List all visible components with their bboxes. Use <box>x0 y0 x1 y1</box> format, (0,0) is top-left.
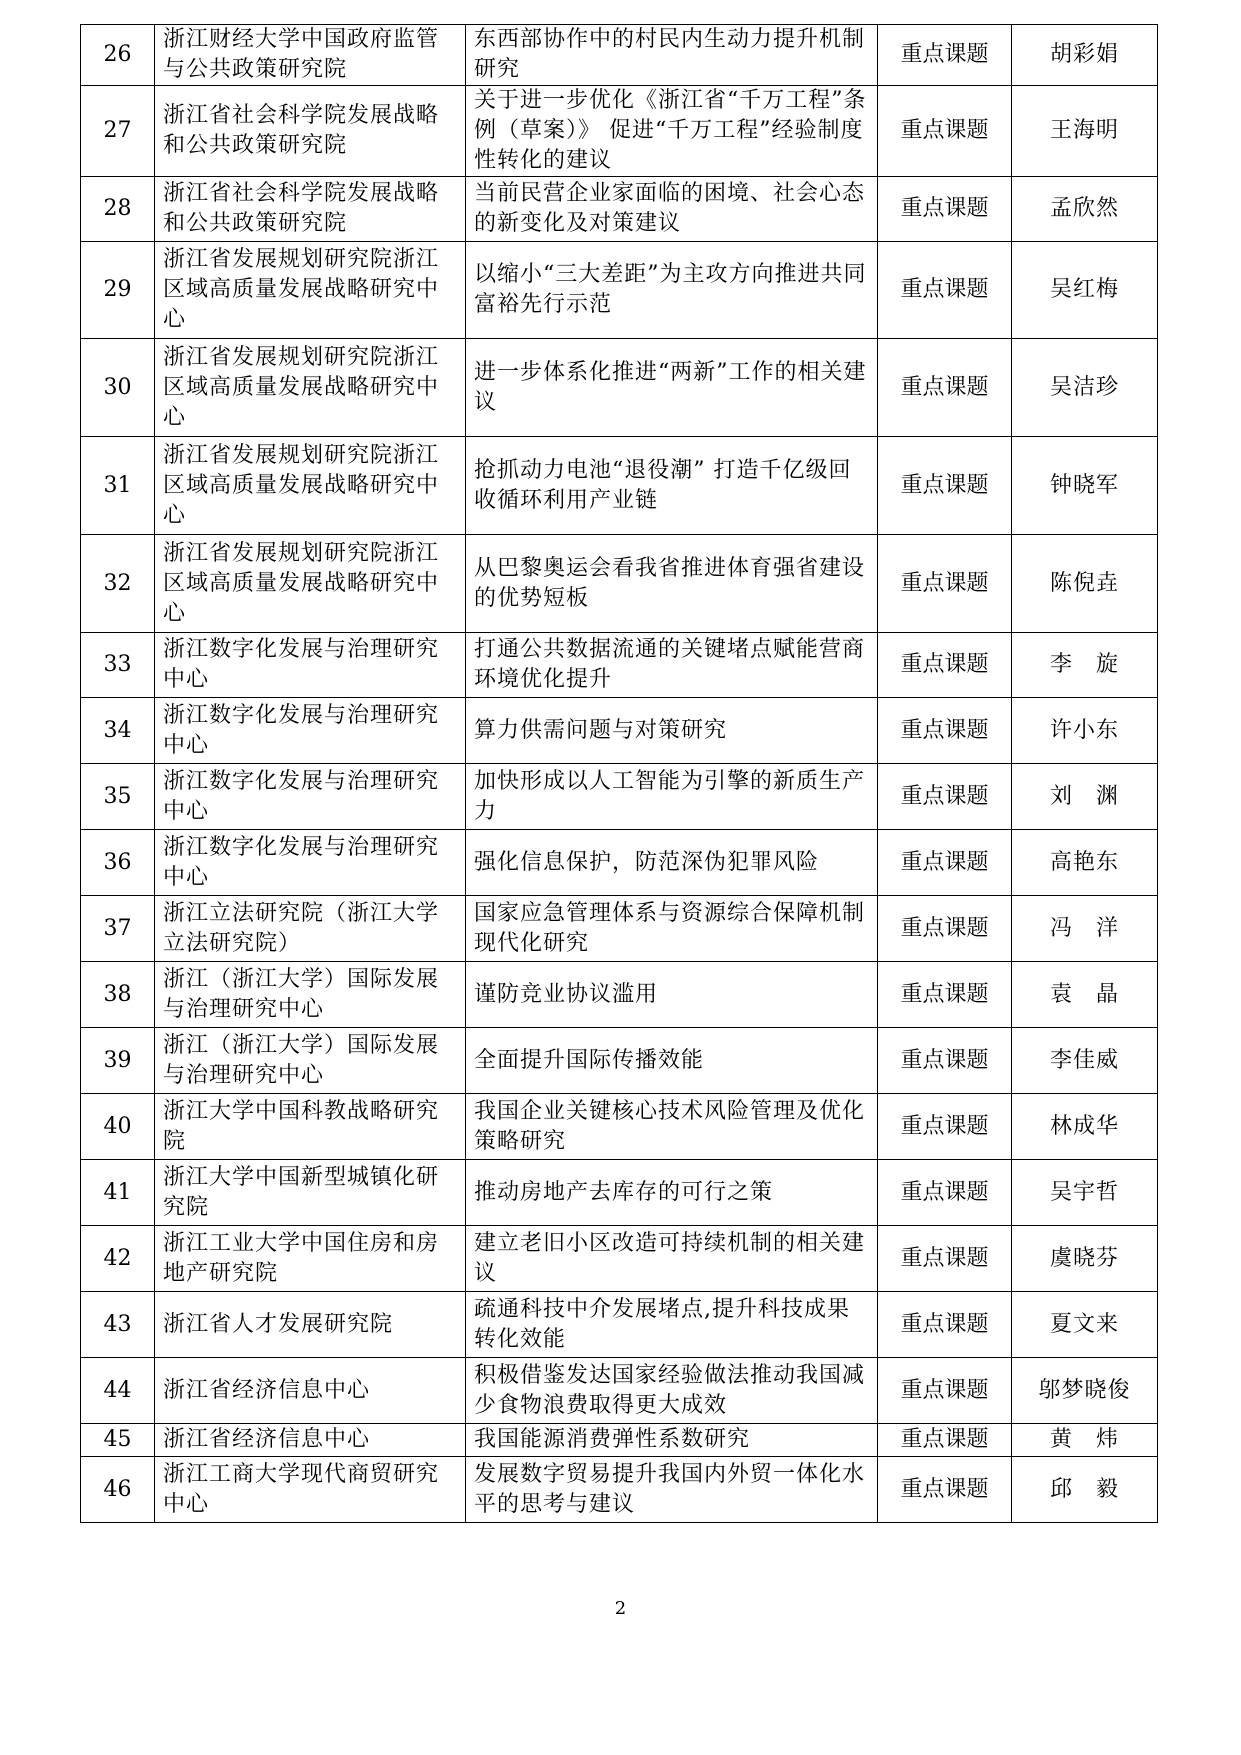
topic-title-cell: 发展数字贸易提升我国内外贸一体化水平的思考与建议 <box>466 1457 878 1523</box>
person-cell: 虞晓芬 <box>1012 1226 1158 1292</box>
topic-title-cell: 抢抓动力电池“退役潮” 打造千亿级回收循环利用产业链 <box>466 437 878 535</box>
institution-cell: 浙江省发展规划研究院浙江区域高质量发展战略研究中心 <box>155 535 466 633</box>
project-table <box>80 24 1158 1523</box>
person-cell: 吴宇哲 <box>1012 1160 1158 1226</box>
topic-title-cell: 我国企业关键核心技术风险管理及优化策略研究 <box>466 1094 878 1160</box>
topic-title-cell: 算力供需问题与对策研究 <box>466 698 878 764</box>
institution-cell: 浙江立法研究院（浙江大学立法研究院） <box>155 896 466 962</box>
topic-title-cell: 当前民营企业家面临的困境、社会心态的新变化及对策建议 <box>466 177 878 242</box>
table-row <box>81 1292 1158 1358</box>
person-cell: 李佳威 <box>1012 1028 1158 1094</box>
topic-title-cell: 疏通科技中介发展堵点,提升科技成果转化效能 <box>466 1292 878 1358</box>
institution-cell: 浙江省人才发展研究院 <box>155 1292 466 1358</box>
table-row <box>81 633 1158 698</box>
table-row <box>81 25 1158 86</box>
institution-cell: 浙江省社会科学院发展战略和公共政策研究院 <box>155 177 466 242</box>
project-type-cell: 重点课题 <box>878 437 1012 535</box>
person-cell: 吴红梅 <box>1012 242 1158 339</box>
project-type-cell: 重点课题 <box>878 1358 1012 1424</box>
person-cell: 林成华 <box>1012 1094 1158 1160</box>
institution-cell: 浙江大学中国新型城镇化研究院 <box>155 1160 466 1226</box>
table-row <box>81 830 1158 896</box>
row-number: 45 <box>81 1424 155 1457</box>
project-type-cell: 重点课题 <box>878 1094 1012 1160</box>
project-type-cell: 重点课题 <box>878 830 1012 896</box>
person-cell: 吴洁珍 <box>1012 339 1158 437</box>
row-number: 27 <box>81 86 155 177</box>
person-cell: 胡彩娟 <box>1012 25 1158 86</box>
topic-title-cell: 积极借鉴发达国家经验做法推动我国减少食物浪费取得更大成效 <box>466 1358 878 1424</box>
project-type-cell: 重点课题 <box>878 1292 1012 1358</box>
table-row <box>81 896 1158 962</box>
table-row <box>81 764 1158 830</box>
project-type-cell: 重点课题 <box>878 25 1012 86</box>
person-cell: 冯 洋 <box>1012 896 1158 962</box>
row-number: 39 <box>81 1028 155 1094</box>
topic-title-cell: 全面提升国际传播效能 <box>466 1028 878 1094</box>
topic-title-cell: 以缩小“三大差距”为主攻方向推进共同富裕先行示范 <box>466 242 878 339</box>
institution-cell: 浙江省发展规划研究院浙江区域高质量发展战略研究中心 <box>155 437 466 535</box>
row-number: 28 <box>81 177 155 242</box>
institution-cell: 浙江数字化发展与治理研究中心 <box>155 764 466 830</box>
project-type-cell: 重点课题 <box>878 535 1012 633</box>
table-row <box>81 437 1158 535</box>
row-number: 42 <box>81 1226 155 1292</box>
person-cell: 钟晓军 <box>1012 437 1158 535</box>
row-number: 34 <box>81 698 155 764</box>
institution-cell: 浙江省经济信息中心 <box>155 1358 466 1424</box>
topic-title-cell: 打通公共数据流通的关键堵点赋能营商环境优化提升 <box>466 633 878 698</box>
institution-cell: 浙江省社会科学院发展战略和公共政策研究院 <box>155 86 466 177</box>
page-number: 2 <box>614 1598 627 1619</box>
project-type-cell: 重点课题 <box>878 633 1012 698</box>
table-row <box>81 1457 1158 1523</box>
table-row <box>81 698 1158 764</box>
project-type-cell: 重点课题 <box>878 177 1012 242</box>
institution-cell: 浙江大学中国科教战略研究院 <box>155 1094 466 1160</box>
table-row <box>81 1226 1158 1292</box>
person-cell: 王海明 <box>1012 86 1158 177</box>
person-cell: 夏文来 <box>1012 1292 1158 1358</box>
person-cell: 袁 晶 <box>1012 962 1158 1028</box>
topic-title-cell: 推动房地产去库存的可行之策 <box>466 1160 878 1226</box>
institution-cell: 浙江财经大学中国政府监管与公共政策研究院 <box>155 25 466 86</box>
project-type-cell: 重点课题 <box>878 698 1012 764</box>
topic-title-cell: 强化信息保护，防范深伪犯罪风险 <box>466 830 878 896</box>
table-row <box>81 177 1158 242</box>
institution-cell: 浙江数字化发展与治理研究中心 <box>155 633 466 698</box>
table-row <box>81 339 1158 437</box>
institution-cell: 浙江数字化发展与治理研究中心 <box>155 698 466 764</box>
table-row <box>81 962 1158 1028</box>
institution-cell: 浙江省发展规划研究院浙江区域高质量发展战略研究中心 <box>155 242 466 339</box>
person-cell: 邬梦晓俊 <box>1012 1358 1158 1424</box>
topic-title-cell: 国家应急管理体系与资源综合保障机制现代化研究 <box>466 896 878 962</box>
row-number: 35 <box>81 764 155 830</box>
topic-title-cell: 谨防竞业协议滥用 <box>466 962 878 1028</box>
person-cell: 孟欣然 <box>1012 177 1158 242</box>
project-type-cell: 重点课题 <box>878 1424 1012 1457</box>
table-row <box>81 1424 1158 1457</box>
project-type-cell: 重点课题 <box>878 242 1012 339</box>
project-type-cell: 重点课题 <box>878 86 1012 177</box>
row-number: 33 <box>81 633 155 698</box>
project-type-cell: 重点课题 <box>878 1160 1012 1226</box>
person-cell: 黄 炜 <box>1012 1424 1158 1457</box>
project-type-cell: 重点课题 <box>878 1028 1012 1094</box>
project-type-cell: 重点课题 <box>878 1226 1012 1292</box>
project-type-cell: 重点课题 <box>878 764 1012 830</box>
topic-title-cell: 我国能源消费弹性系数研究 <box>466 1424 878 1457</box>
table-row <box>81 242 1158 339</box>
row-number: 36 <box>81 830 155 896</box>
person-cell: 李 旋 <box>1012 633 1158 698</box>
row-number: 37 <box>81 896 155 962</box>
row-number: 40 <box>81 1094 155 1160</box>
institution-cell: 浙江省发展规划研究院浙江区域高质量发展战略研究中心 <box>155 339 466 437</box>
project-type-cell: 重点课题 <box>878 339 1012 437</box>
institution-cell: 浙江数字化发展与治理研究中心 <box>155 830 466 896</box>
institution-cell: 浙江工商大学现代商贸研究中心 <box>155 1457 466 1523</box>
institution-cell: 浙江省经济信息中心 <box>155 1424 466 1457</box>
topic-title-cell: 关于进一步优化《浙江省“千万工程”条例（草案）》 促进“千万工程”经验制度性转化的建议 <box>466 86 878 177</box>
institution-cell: 浙江工业大学中国住房和房地产研究院 <box>155 1226 466 1292</box>
row-number: 41 <box>81 1160 155 1226</box>
row-number: 32 <box>81 535 155 633</box>
table-row <box>81 1094 1158 1160</box>
project-type-cell: 重点课题 <box>878 896 1012 962</box>
person-cell: 陈倪垚 <box>1012 535 1158 633</box>
project-type-cell: 重点课题 <box>878 962 1012 1028</box>
person-cell: 邱 毅 <box>1012 1457 1158 1523</box>
table-row <box>81 1028 1158 1094</box>
topic-title-cell: 加快形成以人工智能为引擎的新质生产力 <box>466 764 878 830</box>
table-row <box>81 86 1158 177</box>
topic-title-cell: 从巴黎奥运会看我省推进体育强省建设的优势短板 <box>466 535 878 633</box>
row-number: 43 <box>81 1292 155 1358</box>
row-number: 31 <box>81 437 155 535</box>
person-cell: 高艳东 <box>1012 830 1158 896</box>
topic-title-cell: 建立老旧小区改造可持续机制的相关建议 <box>466 1226 878 1292</box>
row-number: 29 <box>81 242 155 339</box>
row-number: 46 <box>81 1457 155 1523</box>
table-row <box>81 1358 1158 1424</box>
table-row <box>81 535 1158 633</box>
topic-title-cell: 进一步体系化推进“两新”工作的相关建议 <box>466 339 878 437</box>
topic-title-cell: 东西部协作中的村民内生动力提升机制研究 <box>466 25 878 86</box>
table-row <box>81 1160 1158 1226</box>
row-number: 38 <box>81 962 155 1028</box>
row-number: 26 <box>81 25 155 86</box>
row-number: 30 <box>81 339 155 437</box>
row-number: 44 <box>81 1358 155 1424</box>
institution-cell: 浙江（浙江大学）国际发展与治理研究中心 <box>155 1028 466 1094</box>
person-cell: 刘 渊 <box>1012 764 1158 830</box>
project-type-cell: 重点课题 <box>878 1457 1012 1523</box>
person-cell: 许小东 <box>1012 698 1158 764</box>
institution-cell: 浙江（浙江大学）国际发展与治理研究中心 <box>155 962 466 1028</box>
